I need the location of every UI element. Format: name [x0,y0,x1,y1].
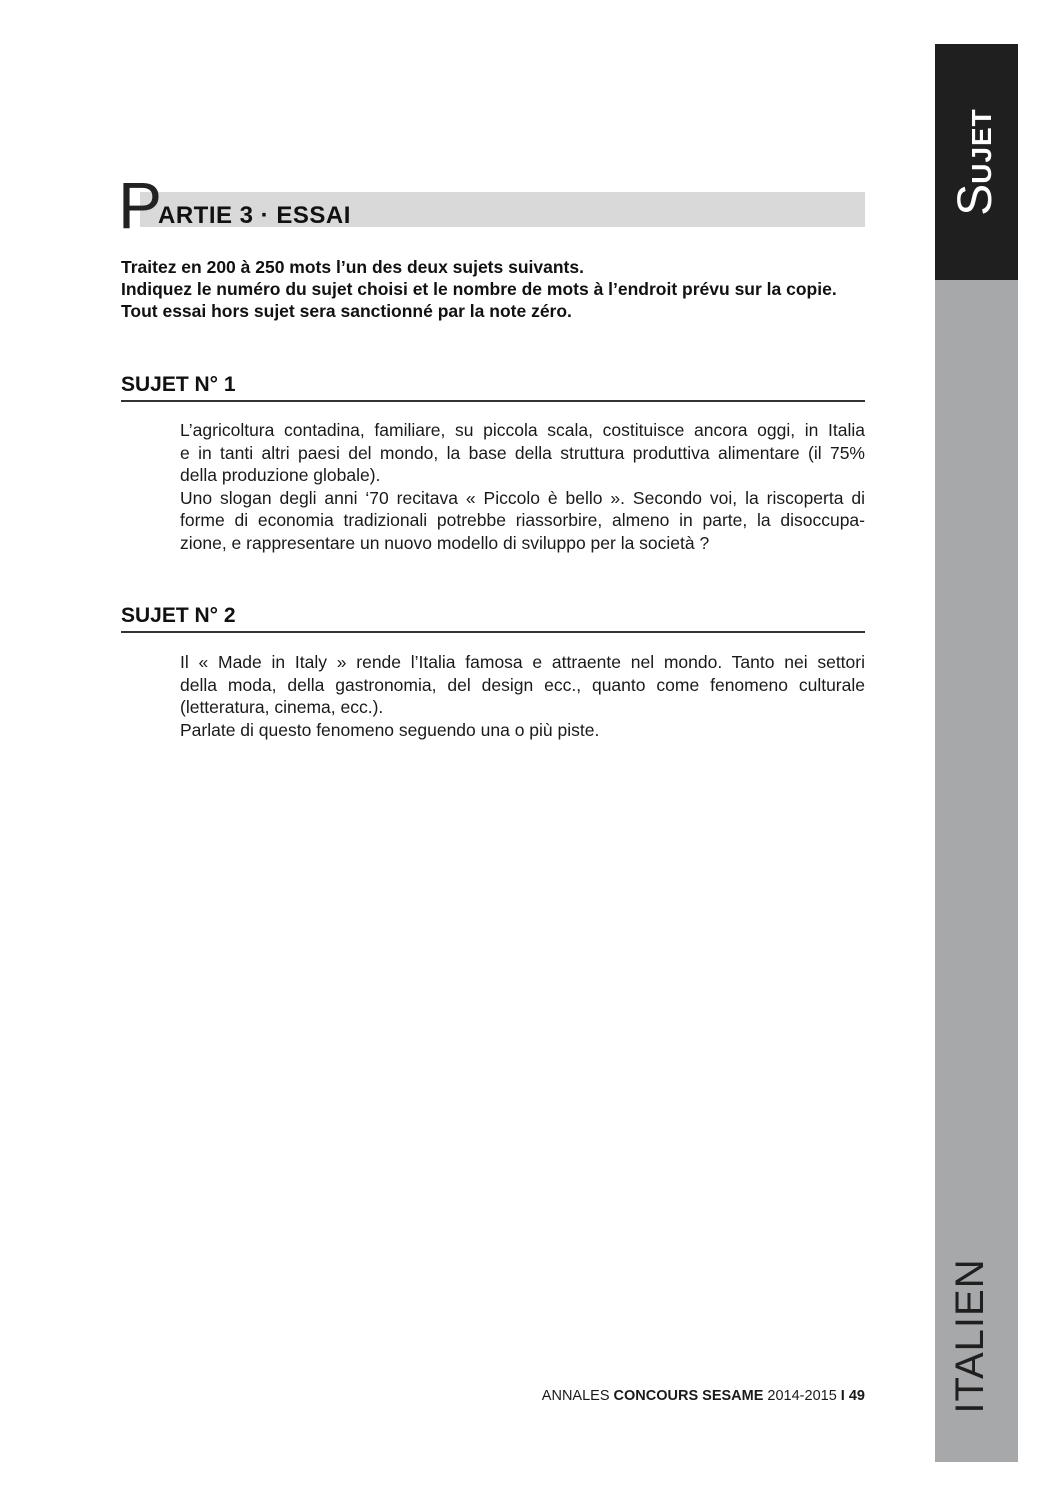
instruction-line: Indiquez le numéro du sujet choisi et le nombre de mots à l’endroit prévu sur la copie. [121,279,837,299]
text-line: Uno slogan degli anni ‘70 recitava « Piccolo è bello ». Secondo voi, la riscoperta di [180,487,865,508]
text-line: (letteratura, cinema, ecc.). [180,697,384,717]
subject-2-text [180,651,865,741]
footer-concours: CONCOURS SESAME [613,1388,764,1404]
page-number: 49 [848,1388,865,1404]
instructions [121,256,881,322]
subject-1-text [180,419,865,554]
footer-annales: ANNALES [541,1388,610,1404]
page-title: ARTIE 3 · ESSAI [158,202,351,229]
sidebar-subject-label: ITALIEN [948,1258,992,1414]
sidebar-section-cap: S [949,183,1002,216]
text-line: della moda, della gastronomia, del design ecc., quanto come fenomeno culturale [180,674,865,695]
text-line: forme di economia tradizionali potrebbe riassorbire, almeno in parte, la disoccupa- [180,510,865,530]
text-line: Il « Made in Italy » rende l’Italia famosa e attraente nel mondo. Tanto nei settori [180,652,865,672]
footer-years: 2014-2015 [767,1388,837,1404]
subject-2-heading: SUJET N° 2 [121,605,865,633]
instruction-line: Traitez en 200 à 250 mots l’un des deux sujets suivants. [121,257,584,277]
page-footer [542,1389,865,1404]
instruction-line: Tout essai hors sujet sera sanctionné par la note zéro. [121,301,572,321]
text-line: L’agricoltura contadina, familiare, su piccola scala, costituisce ancora oggi, in Italia [180,420,865,440]
text-line: della produzione globale). [180,465,381,485]
sidebar-section-rest: UJET [966,108,997,184]
text-line: e in tanti altri paesi del mondo, la base della struttura produttiva alimentare (il 75% [180,442,865,463]
text-line: zione, e rappresentare un nuovo modello di sviluppo per la società ? [180,532,710,553]
sidebar-section-label [949,108,1002,216]
subject-1-heading: SUJET N° 1 [121,374,865,402]
footer-separator: I [840,1388,845,1404]
text-line: Parlate di questo fenomeno seguendo una o più piste. [180,719,600,740]
title-initial: P [118,168,163,242]
